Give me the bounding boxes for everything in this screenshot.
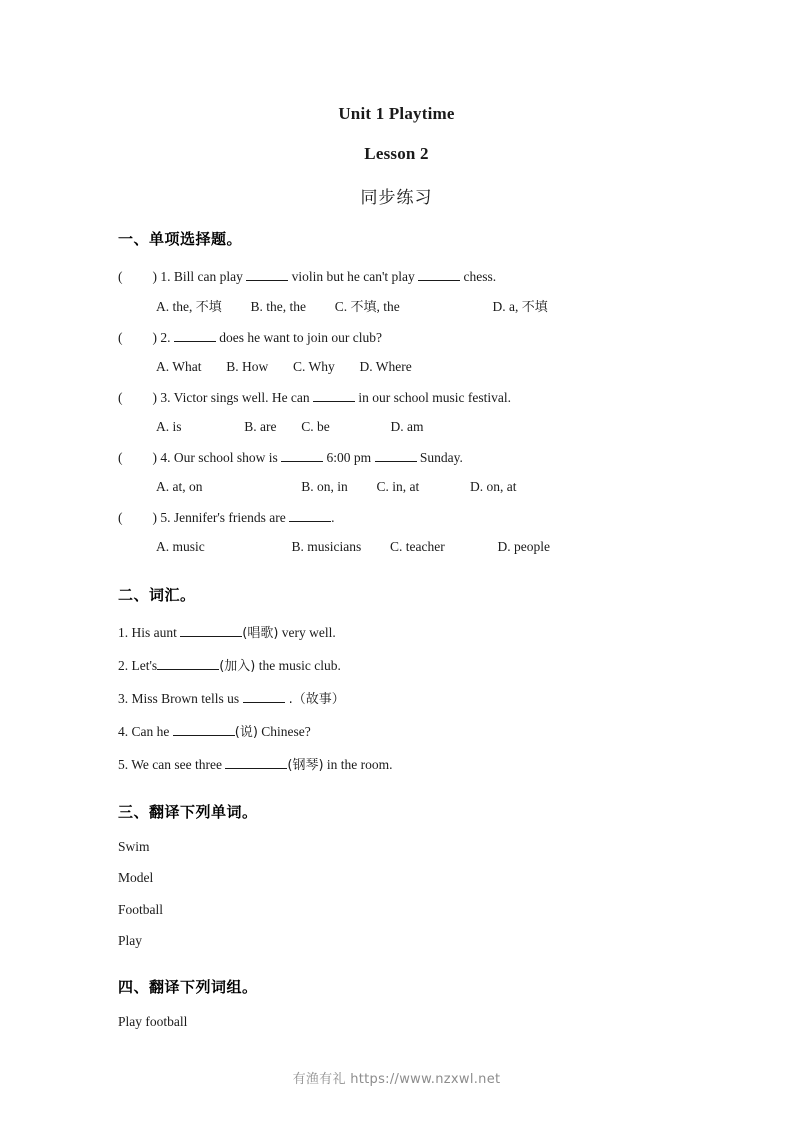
question-number: 3. [160, 389, 171, 405]
question-text: Sunday. [419, 449, 463, 465]
vocab-hint: (唱歌) [242, 625, 279, 641]
exercise-subtitle: 同步练习 [360, 188, 433, 208]
question-number: 2. [160, 329, 171, 345]
option-d[interactable]: D. am [390, 419, 424, 434]
question-text: does he want to join our club? [219, 329, 382, 345]
answer-blank[interactable] [173, 724, 235, 736]
option-d[interactable]: D. people [497, 539, 550, 554]
option-d[interactable]: D. a, 不填 [492, 298, 548, 315]
question-text: violin but he can't play [291, 269, 415, 284]
question-row [118, 269, 718, 284]
option-b[interactable]: B. the, the [250, 298, 307, 314]
option-c[interactable]: C. be [301, 419, 330, 434]
answer-blank[interactable] [281, 450, 323, 462]
title-block [0, 104, 793, 208]
option-d[interactable]: D. on, at [470, 479, 517, 494]
section-heading-3: 三、翻译下列单词。 [118, 802, 258, 821]
option-row [156, 480, 718, 494]
vocab-hint: (钢琴) [287, 757, 324, 773]
option-row [156, 360, 718, 374]
option-c[interactable]: C. Why [293, 359, 335, 374]
page-title: Unit 1 Playtime [338, 104, 455, 123]
vocab-text: 4. Can he [118, 723, 170, 739]
answer-paren-close: ) [152, 389, 157, 405]
question-text: Victor sings well. He can [173, 389, 310, 405]
answer-paren-close: ) [152, 269, 157, 284]
answer-paren-open: ( [118, 509, 123, 525]
question-number: 4. [160, 449, 171, 465]
option-a[interactable]: A. music [156, 539, 205, 554]
question-text: Our school show is [173, 449, 278, 465]
option-b[interactable]: B. musicians [291, 539, 362, 554]
vocab-text: in the room. [323, 756, 393, 772]
vocab-text: the music club. [255, 657, 341, 673]
question-text: Bill can play [173, 269, 243, 284]
worksheet-content [118, 228, 718, 1046]
answer-paren-close: ) [152, 509, 157, 525]
word-item: Model [118, 870, 154, 885]
option-a[interactable]: A. is [156, 419, 182, 434]
vocab-item [118, 691, 718, 706]
option-a[interactable]: A. the, 不填 [156, 298, 222, 315]
question-row [118, 450, 718, 465]
section-heading-1: 一、单项选择题。 [118, 230, 243, 248]
vocab-text: 5. We can see three [118, 756, 222, 772]
word-item: Swim [118, 838, 150, 854]
word-item: Football [118, 901, 164, 917]
option-a[interactable]: A. at, on [156, 479, 203, 494]
option-row [156, 420, 718, 434]
option-b[interactable]: B. are [244, 419, 277, 434]
question-number: 5. [160, 509, 171, 525]
vocab-text: Chinese? [257, 723, 311, 739]
option-b[interactable]: B. on, in [301, 479, 348, 494]
answer-blank[interactable] [180, 625, 242, 637]
question-text: . [331, 509, 335, 525]
option-c[interactable]: C. 不填, the [334, 298, 400, 315]
question-text: 6:00 pm [326, 449, 372, 465]
question-text: chess. [463, 269, 497, 284]
vocab-item [118, 658, 718, 673]
answer-paren-open: ( [118, 329, 123, 345]
vocab-hint: (说) [234, 724, 258, 740]
question-row [118, 390, 718, 405]
vocab-text: 2. Let's [118, 657, 158, 673]
question-row [118, 330, 718, 345]
section-heading-4: 四、翻译下列词组。 [118, 977, 258, 996]
answer-blank[interactable] [157, 658, 219, 670]
answer-blank[interactable] [375, 450, 417, 462]
section-heading-2: 二、词汇。 [118, 585, 196, 604]
question-text: in our school music festival. [358, 389, 512, 405]
option-b[interactable]: B. How [226, 359, 269, 374]
phrase-item: Play football [118, 1013, 188, 1029]
answer-blank[interactable] [225, 757, 287, 769]
answer-paren-open: ( [118, 449, 123, 465]
question-number: 1. [160, 269, 171, 284]
option-c[interactable]: C. in, at [376, 479, 420, 494]
option-c[interactable]: C. teacher [390, 539, 445, 554]
vocab-item [118, 625, 718, 640]
answer-blank[interactable] [418, 269, 460, 281]
vocab-text: very well. [278, 624, 336, 640]
word-item: Play [118, 933, 143, 948]
vocab-hint: .（故事） [284, 691, 345, 707]
vocab-item [118, 757, 718, 772]
answer-blank[interactable] [246, 269, 288, 281]
answer-blank[interactable] [174, 330, 216, 342]
answer-paren-close: ) [152, 449, 157, 465]
answer-paren-open: ( [118, 269, 123, 284]
option-a[interactable]: A. What [156, 359, 202, 374]
option-row [156, 300, 718, 314]
vocab-text: 3. Miss Brown tells us [118, 690, 240, 706]
answer-blank[interactable] [289, 510, 331, 522]
lesson-subtitle: Lesson 2 [364, 144, 429, 163]
answer-paren-open: ( [118, 389, 123, 405]
question-text: Jennifer's friends are [173, 509, 286, 525]
answer-blank[interactable] [313, 390, 355, 402]
option-d[interactable]: D. Where [359, 359, 412, 374]
vocab-item [118, 724, 718, 739]
question-row [118, 510, 718, 525]
vocab-hint: (加入) [219, 658, 256, 674]
option-row [156, 540, 718, 554]
footer-watermark: 有渔有礼 https://www.nzxwl.net [292, 1072, 501, 1087]
vocab-text: 1. His aunt [118, 624, 177, 640]
answer-paren-close: ) [152, 329, 157, 345]
answer-blank[interactable] [243, 691, 285, 703]
